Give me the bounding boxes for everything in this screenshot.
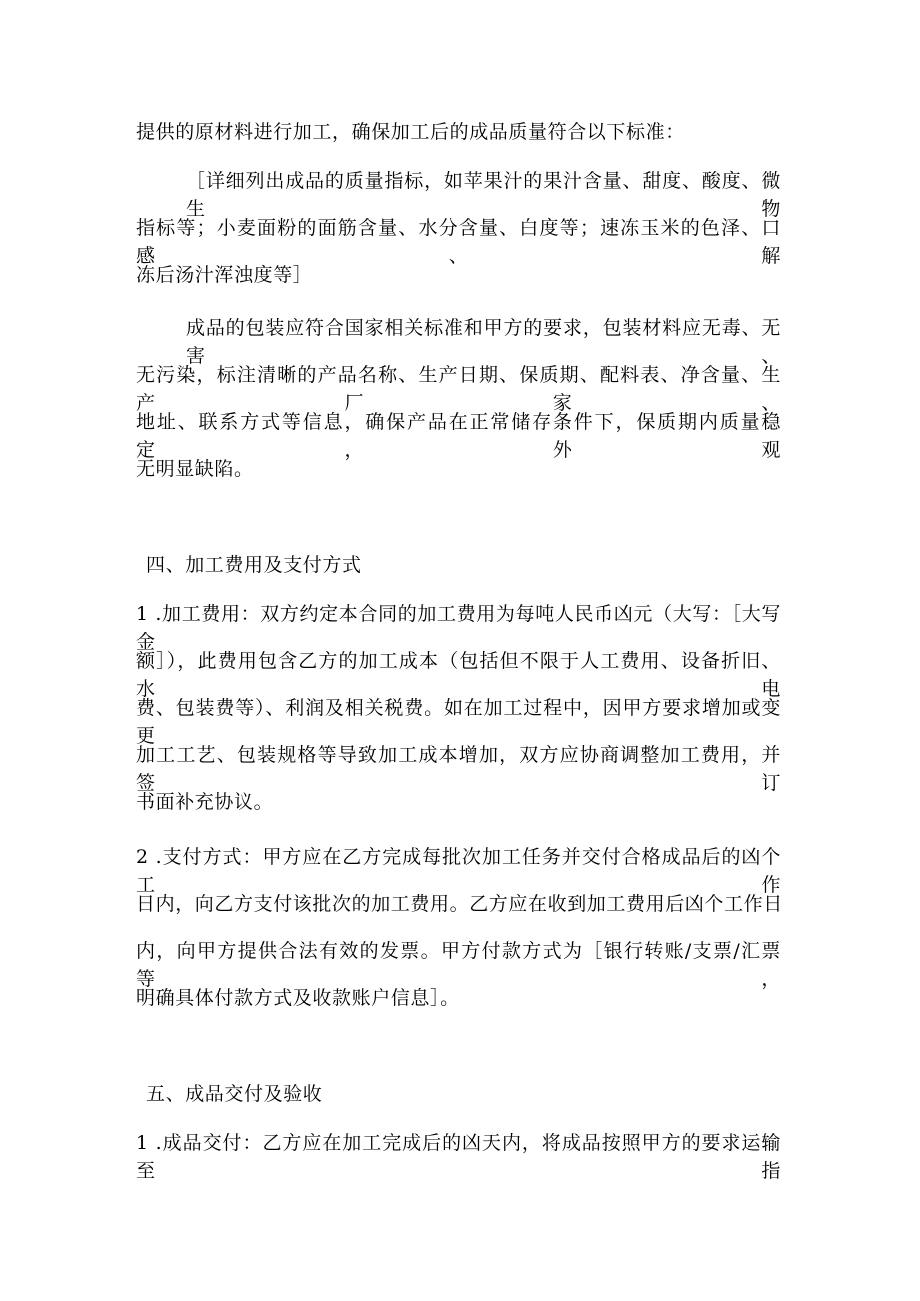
paragraph-line: 额］），此费用包含乙方的加工成本（包括但不限于人工费用、设备折旧、水电 bbox=[136, 650, 781, 700]
paragraph-line: 加工工艺、包装规格等导致加工成本增加，双方应协商调整加工费用，并签订 bbox=[136, 744, 781, 794]
paragraph-line: 提供的原材料进行加工，确保加工后的成品质量符合以下标准： bbox=[136, 121, 685, 143]
paragraph-line: 日内，向乙方支付该批次的加工费用。乙方应在收到加工费用后凶个工作日 bbox=[136, 893, 783, 915]
paragraph-line: 成品的包装应符合国家相关标准和甲方的要求，包装材料应无毒、无害、 bbox=[186, 317, 781, 367]
paragraph-line: 无明显缺陷。 bbox=[136, 458, 254, 480]
paragraph-line: 冻后汤汁浑浊度等］ bbox=[136, 264, 313, 286]
paragraph-line: 2 .支付方式：甲方应在乙方完成每批次加工任务并交付合格成品后的凶个工作 bbox=[136, 846, 781, 896]
paragraph-line: 书面补充协议。 bbox=[136, 791, 274, 813]
paragraph-line: 明确具体付款方式及收款账户信息］。 bbox=[136, 987, 460, 1009]
paragraph-line: 内，向甲方提供合法有效的发票。甲方付款方式为［银行转账/支票/汇票等， bbox=[136, 940, 781, 990]
section-heading: 五、成品交付及验收 bbox=[146, 1083, 323, 1105]
paragraph-line: 地址、联系方式等信息，确保产品在正常储存条件下，保质期内质量稳定，外观 bbox=[136, 411, 781, 461]
section-heading: 四、加工费用及支付方式 bbox=[146, 554, 362, 576]
paragraph-line: 无污染，标注清晰的产品名称、生产日期、保质期、配料表、净含量、生产厂家、 bbox=[136, 364, 781, 414]
paragraph-line: 费、包装费等）、利润及相关税费。如在加工过程中，因甲方要求增加或变更 bbox=[136, 697, 781, 747]
paragraph-line: ［详细列出成品的质量指标，如苹果汁的果汁含量、甜度、酸度、微生物 bbox=[186, 170, 781, 220]
paragraph-line: 指标等；小麦面粉的面筋含量、水分含量、白度等；速冻玉米的色泽、口感、解 bbox=[136, 217, 781, 267]
paragraph-line: 1 .成品交付：乙方应在加工完成后的凶天内，将成品按照甲方的要求运输至指 bbox=[136, 1132, 781, 1182]
paragraph-line: 1 .加工费用：双方约定本合同的加工费用为每吨人民币凶元（大写：［大写金 bbox=[136, 603, 781, 653]
